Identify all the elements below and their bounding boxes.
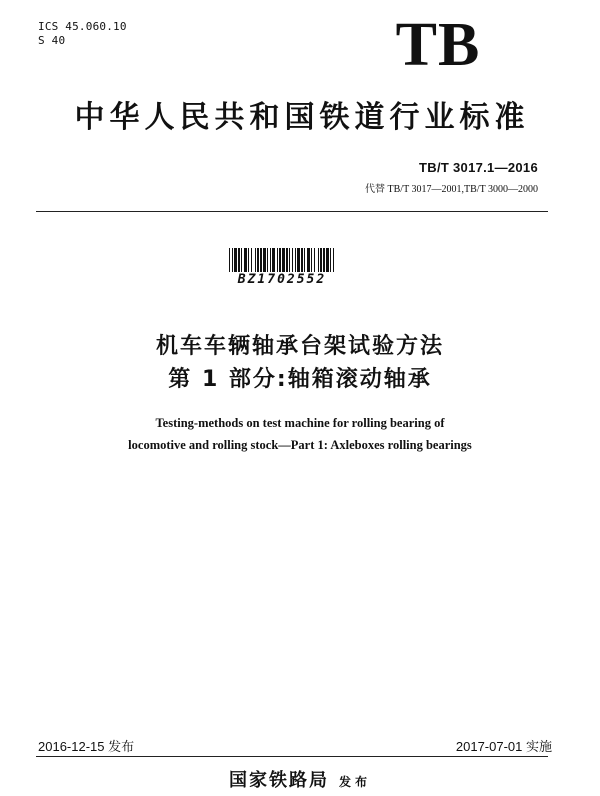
replaces-note: 代替 TB/T 3017—2001,TB/T 3000—2000 <box>365 184 538 195</box>
barcode-bar <box>260 248 262 272</box>
barcode-bar <box>289 248 290 272</box>
barcode-bar <box>279 248 281 272</box>
barcode-bar <box>251 248 252 272</box>
barcode-bar <box>241 248 242 272</box>
barcode-bar <box>244 248 247 272</box>
barcode-bar <box>301 248 303 272</box>
barcode-bar <box>229 248 230 272</box>
implementation-date: 2017-07-01 实施 <box>455 739 552 754</box>
barcode-bar <box>234 248 237 272</box>
barcode-bar <box>277 248 278 272</box>
tb-logo: TB <box>395 11 481 79</box>
barcode-bar <box>330 248 331 272</box>
barcode-bar <box>304 248 305 272</box>
barcode-bar <box>320 248 322 272</box>
barcode-number: BZ1702552 <box>237 272 327 287</box>
publisher-suffix: 发布 <box>338 775 371 789</box>
barcode-bar <box>326 248 329 272</box>
barcode-bar <box>248 248 249 272</box>
issue-date: 2016-12-15 发布 <box>38 739 135 754</box>
barcode-bar <box>307 248 310 272</box>
barcode-bar <box>314 248 315 272</box>
barcode-bar <box>270 248 271 272</box>
standard-type-title: 中华人民共和国铁道行业标准 <box>74 100 530 135</box>
ics-code: ICS 45.060.10 <box>38 20 127 33</box>
barcode-bar <box>333 248 334 272</box>
category-code: S 40 <box>38 34 66 47</box>
barcode-bar <box>263 248 266 272</box>
barcode-image <box>228 248 336 272</box>
barcode-bar <box>255 248 256 272</box>
publisher-name: 国家铁路局 <box>228 770 329 791</box>
barcode-bar <box>286 248 288 272</box>
english-title-line-1: Testing-methods on test machine for rolling bearing of <box>155 416 445 430</box>
barcode-bar <box>267 248 268 272</box>
chinese-title-line-1: 机车车辆轴承台架试验方法 <box>155 334 444 359</box>
barcode-bar <box>323 248 325 272</box>
header-divider <box>36 211 548 212</box>
barcode-bar <box>318 248 319 272</box>
english-title-line-2: locomotive and rolling stock—Part 1: Axleboxes rolling bearings <box>128 438 472 452</box>
barcode-bar <box>272 248 275 272</box>
barcode-bar <box>292 248 293 272</box>
chinese-title-line-2: 第 1 部分:轴箱滚动轴承 <box>168 367 432 392</box>
barcode-bar <box>238 248 240 272</box>
barcode-bar <box>257 248 259 272</box>
footer-divider <box>36 756 548 757</box>
barcode-bar <box>232 248 233 272</box>
barcode-bar <box>297 248 300 272</box>
publisher <box>0 766 600 792</box>
barcode-bar <box>295 248 296 272</box>
standard-code: TB/T 3017.1—2016 <box>419 160 538 175</box>
barcode-bar <box>311 248 312 272</box>
barcode-bar <box>282 248 285 272</box>
